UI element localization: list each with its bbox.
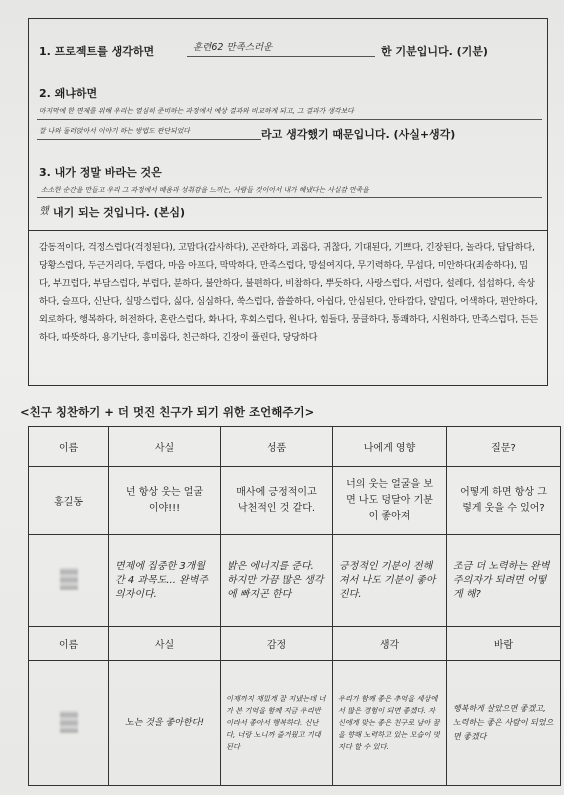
q3-line2: 했 <box>39 206 49 217</box>
q2-title: 2. 왜냐하면 <box>39 87 98 100</box>
emotion-word-box <box>28 231 548 386</box>
header-trait: 성품 <box>221 427 333 467</box>
student-fact-2: 노는 것을 좋아한다! <box>109 661 221 786</box>
q1-answer: 훈련62 만족스러운 <box>193 42 273 53</box>
q1-prefix: 1. 프로젝트를 생각하면 <box>39 45 155 58</box>
q3-line1: 소소한 순간을 만들고 우리 그 과정에서 배움과 성취감을 느끼는, 사람들 것이어서 내가 해냈다는 사실감 만족을 <box>41 186 369 194</box>
praise-table <box>28 426 561 627</box>
student-thought: 우리가 함께 좋은 추억을 세상에서 많은 경험이 되면 좋겠다. 자신에게 맞는 좋은 친구로 남아 꿈을 향해 노력하고 있는 모습이 멋지다 할 수 있다. <box>333 661 447 786</box>
redacted-name-image-2 <box>60 711 78 733</box>
student-name-redacted-2 <box>29 661 109 786</box>
student-effect: 긍정적인 기분이 전해져서 나도 기분이 좋아진다. <box>333 535 447 627</box>
reflection-box <box>28 18 548 231</box>
feedback-table <box>28 626 561 786</box>
q3-title: 3. 내가 정말 바라는 것은 <box>39 166 162 179</box>
student-name-redacted <box>29 535 109 627</box>
q3-suffix: 내기 되는 것입니다. (본심) <box>53 206 185 219</box>
q1-row <box>39 43 154 59</box>
header-question: 질문? <box>447 427 561 467</box>
student-trait: 밝은 에너지를 준다. 하지만 가끔 많은 생각에 빠지곤 한다 <box>221 535 333 627</box>
student-wish: 행복하게 살았으면 좋겠고, 노력하는 좋은 사람이 되었으면 좋겠다 <box>447 661 561 786</box>
student-fact: 면제에 집중한 3개월간 4 과목도... 완벽주의자이다. <box>109 535 221 627</box>
section-title: <친구 칭찬하기 + 더 멋진 친구가 되기 위한 조언해주기> <box>20 405 315 419</box>
student-question: 조금 더 노력하는 완벽주의자가 되려면 어떻게 해? <box>447 535 561 627</box>
redacted-name-image <box>60 568 78 590</box>
q1-suffix: 한 기분입니다. (기분) <box>381 45 488 58</box>
q2-suffix: 라고 생각했기 때문입니다. (사실+생각) <box>261 128 456 141</box>
example-question: 어떻게 하면 항상 그렇게 웃을 수 있어? <box>447 467 561 535</box>
header-wish: 바람 <box>447 627 561 661</box>
header-feeling: 감정 <box>221 627 333 661</box>
example-trait: 매사에 긍정적이고 낙천적인 것 같다. <box>221 467 333 535</box>
header-thought: 생각 <box>333 627 447 661</box>
student-feeling: 이제까지 재밌게 잘 지냈는데 너가 본 기억을 함께 지금 우리반이라서 좋아서 행복하다. 신난다, 너랑 노니까 즐거웠고 기대된다 <box>221 661 333 786</box>
example-effect: 너의 웃는 얼굴을 보면 나도 덩달아 기분이 좋아져 <box>333 467 447 535</box>
header-name-2: 이름 <box>29 627 109 661</box>
emotion-words: 감동적이다, 걱정스럽다(걱정된다), 고맙다(감사하다), 곤란하다, 괴롭다, 귀찮다, 기대된다, 기쁘다, 긴장된다, 놀라다, 답답하다, 당황스럽다, 두근거리다, 두렵다, 마음 아프다, 막막하다, 만족스럽다, 망설여지다, 무기력하다, 무섭다, 미안하다(죄송하다), 밉다, 부끄럽다, 부담스럽다, 부럽다, 분하다, 불안하다, 불편하다, 비참하다, 뿌듯하다, 사랑스럽다, 서럽다, 설레다, 섭섭하다, 속상하다, 슬프다, 신난다, 실망스럽다, 싫다, 심심하다, 쑥스럽다, 씁쓸하다, 아쉽다, 안심된다, 안타깝다, 얄밉다, 어색하다, 편안하다, 외로하다, 행복하다, 허전하다, 혼란스럽다, 화나다, 후회스럽다, 원나다, 힘들다, 뭉클하다, 통쾌하다, 시원하다, 만족스럽다, 든든하다, 따뜻하다, 용기난다, 흥미롭다, 친근하다, 긴장이 풀린다, 당당하다 <box>39 242 539 343</box>
example-name: 홍길동 <box>29 467 109 535</box>
header-effect: 나에게 영향 <box>333 427 447 467</box>
header-fact-2: 사실 <box>109 627 221 661</box>
header-name: 이름 <box>29 427 109 467</box>
example-fact: 넌 항상 웃는 얼굴이야!!! <box>109 467 221 535</box>
header-fact: 사실 <box>109 427 221 467</box>
q2-line2: 잘 나와 둘러앉아서 이야기 하는 방법도 판단되었다 <box>39 127 190 135</box>
q2-line1: 마지막에 한 면제를 위해 우리는 열심히 준비하는 과정에서 예상 결과와 비교하게 되고, 그 결과가 생각보다 <box>39 107 354 115</box>
